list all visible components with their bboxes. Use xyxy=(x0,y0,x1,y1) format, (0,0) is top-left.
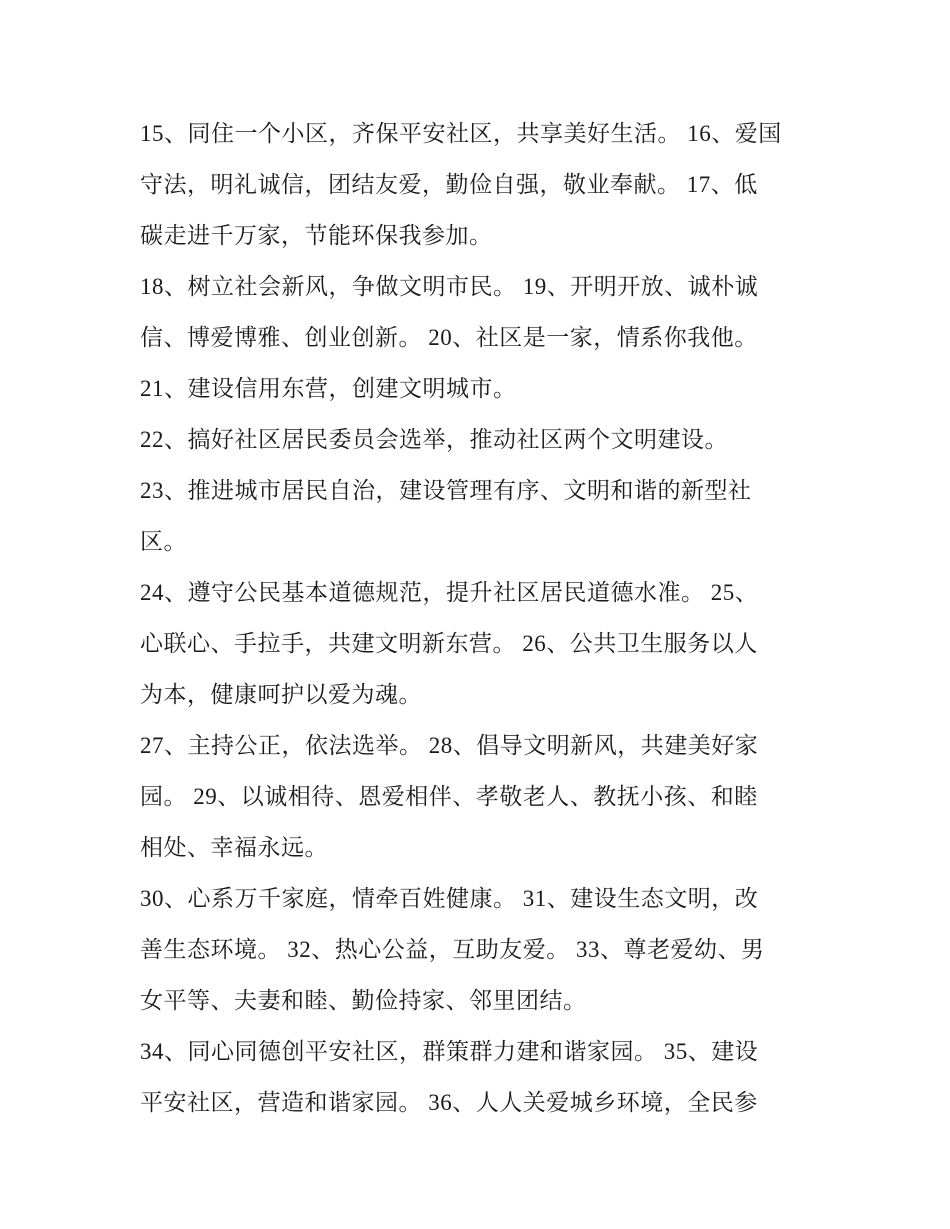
text-line: 相处、幸福永远。 xyxy=(140,835,328,860)
text-line: 22、搞好社区居民委员会选举，推动社区两个文明建设。 xyxy=(140,427,728,452)
text-line: 27、主持公正，依法选举。 28、倡导文明新风，共建美好家 xyxy=(140,733,759,758)
text-line: 为本，健康呵护以爱为魂。 xyxy=(140,682,422,707)
text-line: 30、心系万千家庭，情牵百姓健康。 31、建设生态文明，改 xyxy=(140,886,759,911)
text-line: 区。 xyxy=(140,529,187,554)
text-line: 守法，明礼诚信，团结友爱，勤俭自强，敬业奉献。 17、低 xyxy=(140,172,758,197)
text-line: 园。 29、以诚相待、恩爱相伴、孝敬老人、教抚小孩、和睦 xyxy=(140,784,758,809)
text-line: 18、树立社会新风，争做文明市民。 19、开明开放、诚朴诚 xyxy=(140,274,759,299)
text-line: 平安社区，营造和谐家园。 36、人人关爱城乡环境，全民参 xyxy=(140,1090,758,1115)
text-line: 24、遵守公民基本道德规范，提升社区居民道德水准。 25、 xyxy=(140,580,759,605)
text-line: 信、博爱博雅、创业创新。 20、社区是一家，情系你我他。 xyxy=(140,325,758,350)
text-line: 21、建设信用东营，创建文明城市。 xyxy=(140,376,517,401)
text-line: 34、同心同德创平安社区，群策群力建和谐家园。 35、建设 xyxy=(140,1039,759,1064)
text-line: 善生态环境。 32、热心公益，互助友爱。 33、尊老爱幼、男 xyxy=(140,937,765,962)
document-body xyxy=(140,108,820,1128)
text-line: 女平等、夫妻和睦、勤俭持家、邻里团结。 xyxy=(140,988,587,1013)
text-line: 15、同住一个小区，齐保平安社区，共享美好生活。 16、爱国 xyxy=(140,121,782,146)
text-line: 23、推进城市居民自治，建设管理有序、文明和谐的新型社 xyxy=(140,478,752,503)
text-line: 心联心、手拉手，共建文明新东营。 26、公共卫生服务以人 xyxy=(140,631,758,656)
text-line: 碳走进千万家，节能环保我参加。 xyxy=(140,223,493,248)
